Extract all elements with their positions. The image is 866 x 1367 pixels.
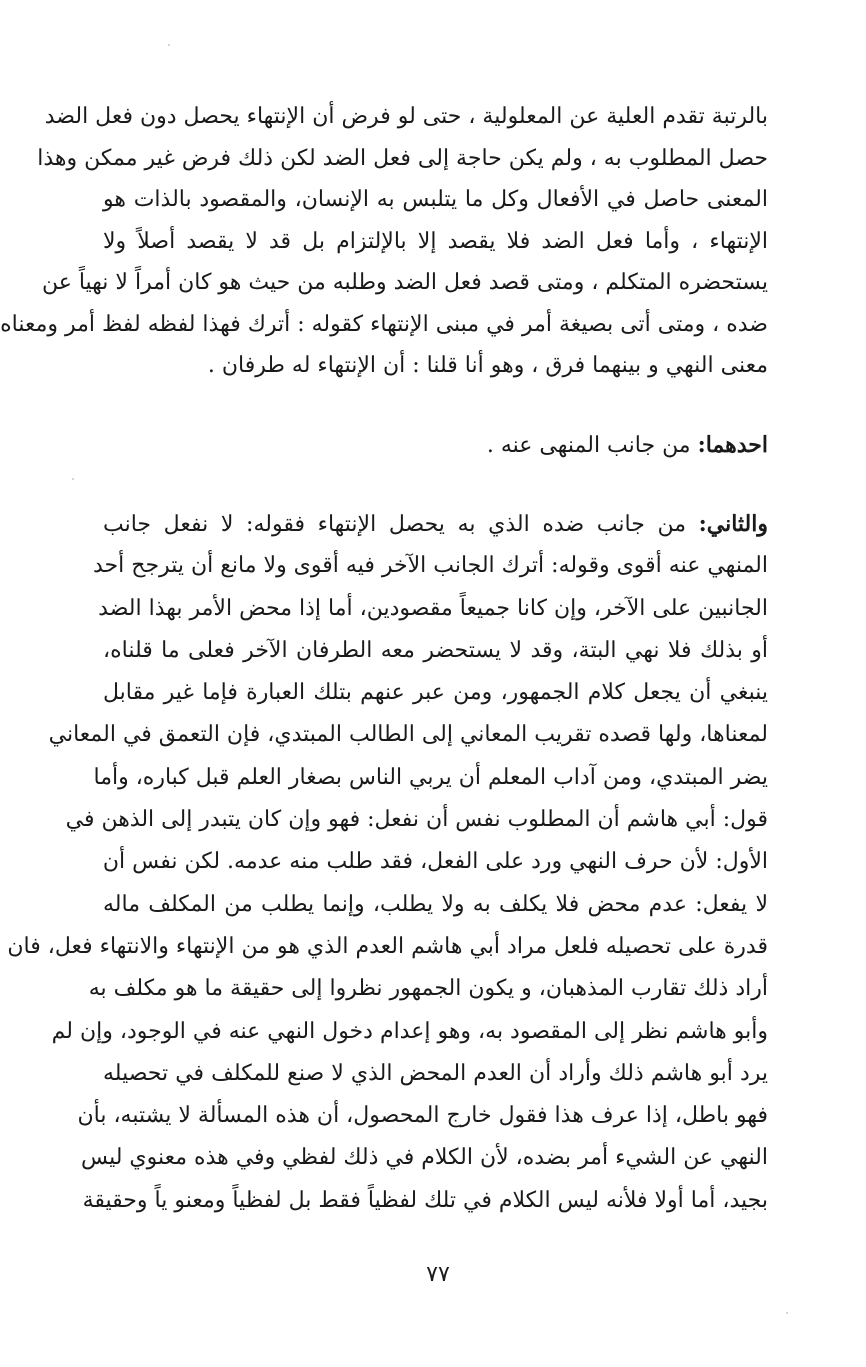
paragraph-1-line-4: الإنتهاء ، وأما فعل الضد فلا يقصد إلا بالإلتزام بل قد لا يقصد أصلاً ولا [103, 228, 768, 254]
paragraph-2-line-17: بجيد، أما أولا فلأنه ليس الكلام في تلك لفظياً فقط بل لفظياً ومعنو ياً وحقيقة [82, 1187, 768, 1213]
paragraph-1 [0, 96, 768, 387]
paragraph-1-line-6: ضده ، ومتى أتى بصيغة أمر في مبنى الإنتهاء كقوله : أترك فهذا لفظه لفظ أمر ومعناه [0, 311, 768, 337]
paragraph-2-line-8: قول: أبي هاشم أن المطلوب نفس أن نفعل: فهو وإن كان يتبدر إلى الذهن في [65, 807, 768, 833]
paragraph-2-line-5: ينبغي أن يجعل كلام الجمهور، ومن عبر عنهم بتلك العبارة فإما غير مقابل [103, 680, 768, 706]
paragraph-2-line-1-text: من جانب ضده الذي به يحصل الإنتهاء فقوله: لا نفعل جانب [103, 512, 699, 537]
paragraph-2-line-9: الأول: لأن حرف النهي ورد على الفعل، فقد طلب منه عدمه. لكن نفس أن [102, 849, 768, 875]
paragraph-2-line-7: يضر المبتدي، ومن آداب المعلم أن يربي الناس بصغار العلم قبل كباره، وأما [93, 764, 768, 790]
heading-lead-word: احدهما: [697, 432, 768, 458]
paragraph-2 [7, 503, 768, 1222]
paragraph-1-line-7: معنى النهي و بينهما فرق ، وهو أنا قلنا : أن الإنتهاء له طرفان . [207, 353, 768, 378]
section-heading [103, 425, 768, 467]
scan-speck [168, 44, 170, 46]
page-number: ٧٧ [426, 1262, 450, 1287]
paragraph-2-line-15: فهو باطل، إذا عرف هذا فقول خارج المحصول، أن هذه المسألة لا يشتبه، بأن [77, 1103, 768, 1129]
paragraph-2-line-10: لا يفعل: عدم محض فلا يكلف به ولا يطلب، وإنما يطلب من المكلف ماله [103, 891, 768, 917]
paragraph-2-line-4: أو بذلك فلا نهي البتة، وقد لا يستحضر معه الطرفان الآخر فعلى ما قلناه، [103, 637, 768, 663]
paragraph-1-line-2: حصل المطلوب به ، ولم يكن حاجة إلى فعل الضد لكن ذلك فرض غير ممكن وهذا [37, 145, 768, 171]
scan-speck [72, 478, 74, 480]
paragraph-2-line-12: أراد ذلك تقارب المذهبان، و يكون الجمهور نظروا إلى حقيقة ما هو مكلف به [88, 976, 768, 1002]
paragraph-2-line-13: وأبو هاشم نظر إلى المقصود به، وهو إعدام دخول النهي عنه في الوجود، وإن لم [51, 1018, 768, 1044]
paragraph-2-line-6: لمعناها، ولها قصده تقريب المعاني إلى الطالب المبتدي، فإن التعمق في المعاني [48, 722, 768, 748]
heading-text: من جانب المنهى عنه . [486, 433, 698, 458]
paragraph-1-line-1: بالرتبة تقدم العلية عن المعلولية ، حتى لو فرض أن الإنتهاء يحصل دون فعل الضد [44, 104, 768, 129]
paragraph-2-line-2: المنهي عنه أقوى وقوله: أترك الجانب الآخر فيه أقوى ولا مانع أن يترجح أحد [93, 553, 768, 579]
scan-speck [786, 1312, 788, 1314]
paragraph-2-line-3: الجانبين على الآخر، وإن كانا جميعاً مقصودين، أما إذا محض الأمر بهذا الضد [98, 595, 768, 621]
paragraph-1-line-5: يستحضره المتكلم ، ومتى قصد فعل الضد وطلبه من حيث هو كان أمراً لا نهياً عن [41, 270, 768, 295]
paragraph-2-lead-word: والثاني: [698, 511, 768, 537]
paragraph-2-line-14: يرد أبو هاشم ذلك وأراد أن العدم المحض الذي لا صنع للمكلف في تحصيله [103, 1060, 768, 1086]
paragraph-2-line-11: قدرة على تحصيله فلعل مراد أبي هاشم العدم الذي هو من الإنتهاء والانتهاء فعل، فان [7, 933, 768, 959]
paragraph-1-line-3: المعنى حاصل في الأفعال وكل ما يتلبس به الإنسان، والمقصود بالذات هو [103, 187, 768, 212]
paragraph-2-line-1 [103, 503, 768, 545]
paragraph-2-line-16: النهي عن الشيء أمر بضده، لأن الكلام في ذلك لفظي وفي هذه معنوي ليس [81, 1145, 768, 1171]
